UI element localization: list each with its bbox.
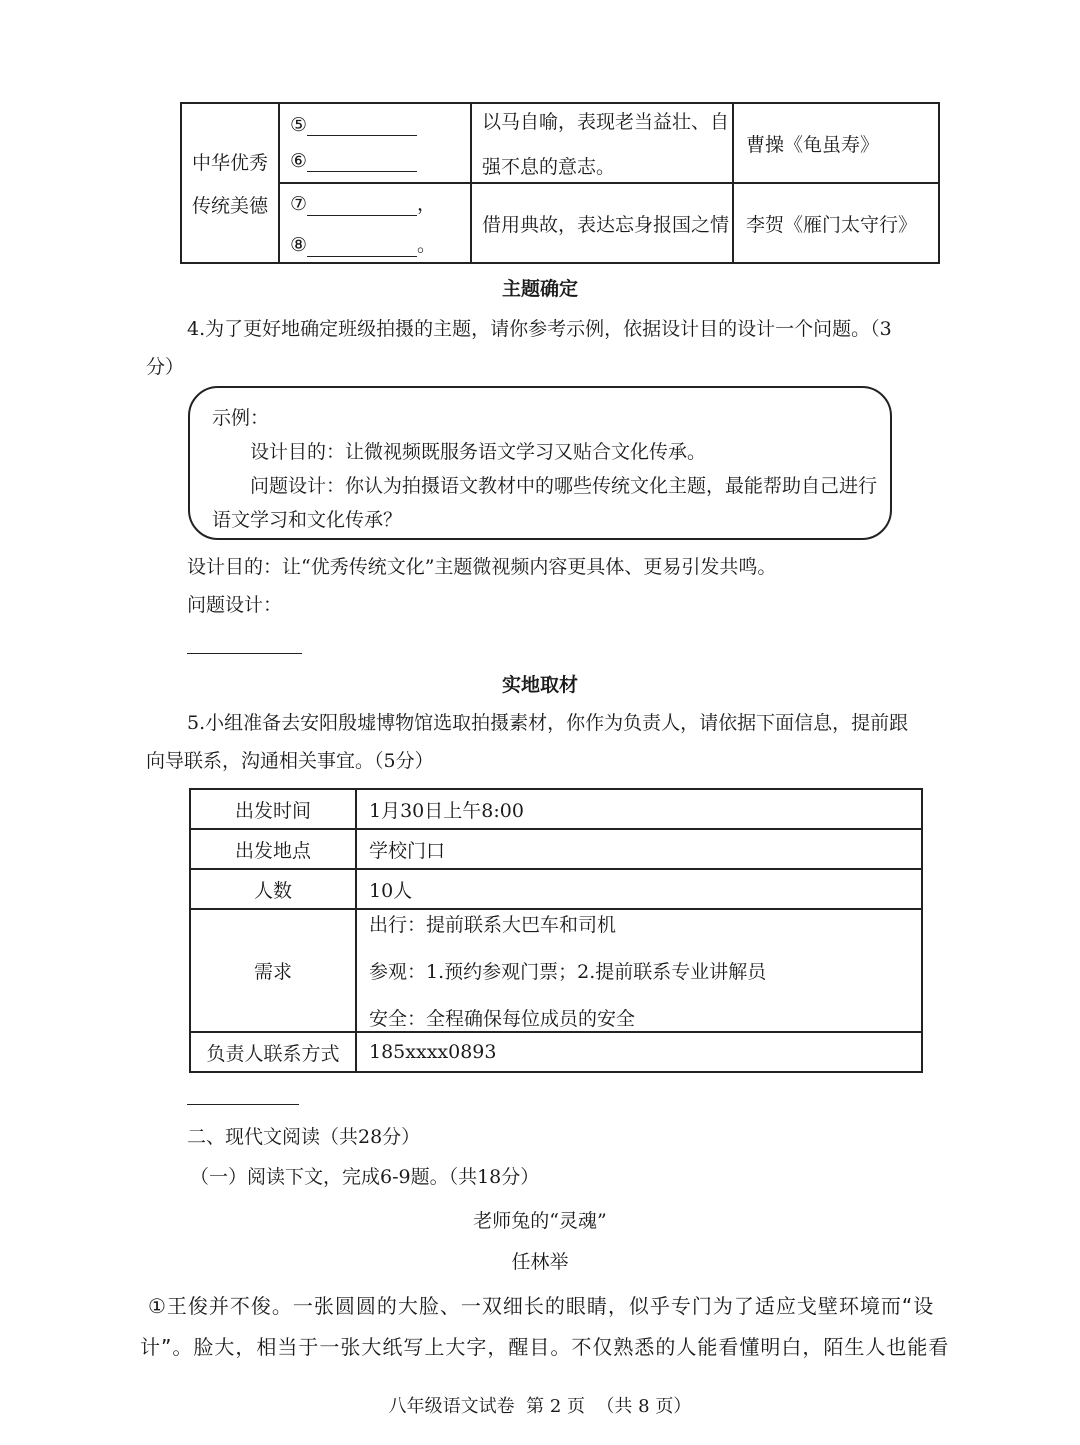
source-2: 李贺《雁门太守行》 (746, 213, 918, 236)
item-6-blank[interactable] (307, 153, 417, 172)
item-7-marker: ⑦ (290, 193, 308, 215)
poetry-table (180, 102, 940, 264)
item-6-marker: ⑥ (290, 150, 308, 172)
description-2: 借用典故，表达忘身报国之情 (482, 213, 730, 236)
para-1-line-1: ①王俊并不俊。一张圆圆的大脸、一双细长的眼睛，似乎专门为了适应戈壁环境而“设 (148, 1294, 935, 1318)
field-heading: 实地取材 (501, 674, 578, 696)
category-cell (181, 103, 279, 263)
value-departure-place: 学校门口 (356, 829, 922, 869)
source-cell-1 (733, 103, 939, 183)
item-7-suffix: ， (417, 193, 437, 215)
source-cell-2 (733, 183, 939, 263)
reading-sub: （一）阅读下文，完成6-9题。（共18分） (190, 1166, 540, 1188)
value-headcount: 10人 (356, 869, 922, 909)
label-departure-time: 出发时间 (190, 789, 356, 829)
para-1-line-2: 计”。脸大，相当于一张大纸写上大字，醒目。不仅熟悉的人能看懂明白，陌生人也能看 (140, 1335, 950, 1359)
question-4: 4.为了更好地确定班级拍摄的主题，请你参考示例，依据设计目的设计一个问题。（3 (187, 318, 892, 340)
design-label: 问题设计： (187, 594, 283, 616)
category-line-2: 传统美德 (191, 195, 268, 217)
example-label: 示例： (212, 407, 270, 429)
example-design-line-2: 语文学习和文化传承？ (212, 509, 403, 531)
need-safety: 安全：全程确保每位成员的安全 (369, 1008, 636, 1030)
value-contact: 185xxxx0893 (356, 1032, 922, 1072)
description-cell-2 (471, 183, 733, 263)
design-purpose: 设计目的：让“优秀传统文化”主题微视频内容更具体、更易引发共鸣。 (187, 556, 777, 578)
label-departure-place: 出发地点 (190, 829, 356, 869)
source-1: 曹操《龟虽寿》 (746, 133, 880, 156)
article-title: 老师兔的“灵魂” (473, 1210, 607, 1232)
article-author: 任林举 (511, 1251, 569, 1273)
question-5-cont: 向导联系，沟通相关事宜。（5分） (146, 750, 434, 772)
label-contact: 负责人联系方式 (190, 1032, 356, 1072)
need-visit: 参观：1.预约参观门票；2.提前联系专业讲解员 (369, 961, 767, 983)
label-headcount: 人数 (190, 869, 356, 909)
need-travel: 出行：提前联系大巴车和司机 (369, 914, 617, 936)
answer-line-4[interactable] (187, 653, 302, 654)
item-8-suffix: 。 (417, 234, 437, 256)
needs-cell (356, 909, 922, 1032)
question-5: 5.小组准备去安阳殷墟博物馆选取拍摄素材，你作为负责人，请依据下面信息，提前跟 (187, 712, 909, 734)
example-design-line-1: 问题设计：你认为拍摄语文教材中的哪些传统文化主题，最能帮助自己进行 (250, 475, 878, 497)
description-1-line-2: 强不息的意志。 (482, 156, 616, 178)
item-5-marker: ⑤ (290, 114, 308, 136)
question-4-cont: 分） (146, 356, 185, 378)
items-cell-2 (279, 183, 471, 263)
description-cell-1 (471, 103, 733, 183)
description-1-line-1: 以马自喻，表现老当益壮、自 (482, 111, 730, 133)
item-5-blank[interactable] (307, 117, 417, 136)
item-8-blank[interactable] (307, 238, 417, 257)
trip-table (189, 788, 923, 1073)
item-7-blank[interactable] (307, 197, 417, 216)
answer-line-5[interactable] (187, 1104, 299, 1105)
label-needs: 需求 (190, 909, 356, 1032)
item-8-marker: ⑧ (290, 234, 308, 256)
value-departure-time: 1月30日上午8:00 (356, 789, 922, 829)
page-footer: 八年级语文试卷 第 2 页 （共 8 页） (388, 1396, 692, 1417)
reading-heading: 二、现代文阅读（共28分） (187, 1126, 421, 1148)
category-line-1: 中华优秀 (191, 152, 268, 174)
theme-heading: 主题确定 (501, 278, 578, 300)
example-purpose: 设计目的：让微视频既服务语文学习又贴合文化传承。 (250, 441, 707, 463)
items-cell-1 (279, 103, 471, 183)
